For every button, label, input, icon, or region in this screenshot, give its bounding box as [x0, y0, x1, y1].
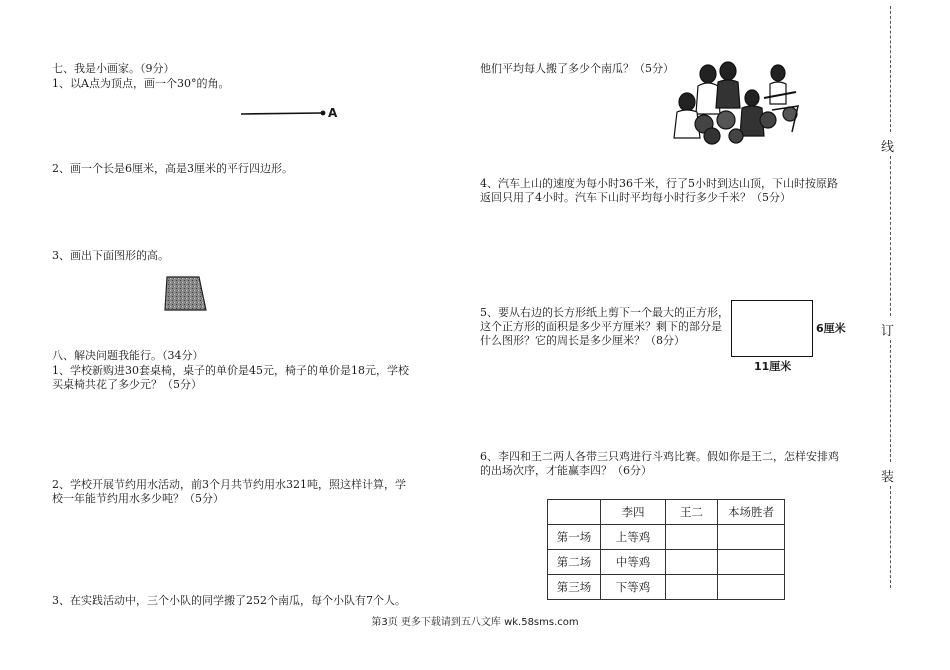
section7-q1: 1、以A点为顶点，画一个30°的角。	[52, 77, 230, 90]
table-cell: 中等鸡	[601, 550, 666, 575]
binding-dashed-line	[890, 6, 891, 132]
paper-rectangle	[731, 300, 813, 357]
q6-line2: 的出场次序，才能赢李四？（6分）	[480, 464, 652, 477]
binding-dashed-line	[890, 486, 891, 588]
margin-char-zhuang: 装	[881, 470, 895, 485]
point-a-label: A	[328, 106, 338, 120]
rect-width-label: 11厘米	[754, 360, 792, 373]
page-footer: 第3页 更多下载请到五八文库 wk.58sms.com	[371, 617, 579, 628]
q4-line2: 返回只用了4小时。汽车下山时平均每小时行多少千米？（5分）	[480, 191, 791, 204]
margin-char-xian: 线	[881, 140, 895, 155]
q5-line3: 什么图形？它的周长是多少厘米？（8分）	[480, 334, 685, 347]
ray-line	[241, 113, 322, 114]
trapezoid-figure	[162, 274, 210, 314]
q5-line1: 5、要从右边的长方形纸上剪下一个最大的正方形，	[480, 306, 729, 319]
section8-q3-line1: 3、在实践活动中，三个小队的同学搬了252个南瓜，每个小队有7个人。	[52, 594, 406, 607]
binding-dashed-line	[890, 340, 891, 462]
table-cell	[666, 550, 718, 575]
q3-line2: 他们平均每人搬了多少个南瓜？（5分）	[480, 62, 674, 75]
table-cell: 下等鸡	[601, 575, 666, 600]
section7-q3: 3、画出下面图形的高。	[52, 249, 169, 262]
section8-q1-line1: 1、学校新购进30套桌椅，桌子的单价是45元，椅子的单价是18元，学校	[52, 364, 409, 377]
section8-title: 八、解决问题我能行。（34分）	[52, 349, 204, 362]
section7-title: 七、我是小画家。（9分）	[52, 62, 175, 75]
table-cell: 第三场	[548, 575, 601, 600]
q4-line1: 4、汽车上山的速度为每小时36千米，行了5小时到达山顶，下山时按原路	[480, 177, 838, 190]
table-cell	[718, 550, 785, 575]
section8-q2-line1: 2、学校开展节约用水活动，前3个月共节约用水321吨，照这样计算，学	[52, 478, 406, 491]
table-cell: 第二场	[548, 550, 601, 575]
margin-char-ding: 订	[881, 324, 895, 339]
q5-line2: 这个正方形的面积是多少平方厘米？剩下的部分是	[480, 320, 722, 333]
table-header-cell: 李四	[601, 500, 666, 525]
table-header-cell: 王二	[666, 500, 718, 525]
section8-q2-line2: 校一年能节约用水多少吨？（5分）	[52, 492, 224, 505]
match-table	[547, 499, 785, 600]
table-row	[548, 575, 785, 600]
table-row	[548, 550, 785, 575]
table-cell: 上等鸡	[601, 525, 666, 550]
table-cell	[666, 575, 718, 600]
binding-dashed-line	[890, 156, 891, 316]
table-cell	[718, 575, 785, 600]
table-cell	[666, 525, 718, 550]
trapezoid-shape	[165, 277, 206, 310]
q6-line1: 6、李四和王二两人各带三只鸡进行斗鸡比赛。假如你是王二，怎样安排鸡	[480, 450, 839, 463]
section7-q2: 2、画一个长是6厘米，高是3厘米的平行四边形。	[52, 162, 293, 175]
table-row	[548, 525, 785, 550]
ray-figure	[238, 106, 338, 122]
vertex-point-a	[321, 111, 326, 116]
rect-height-label: 6厘米	[816, 322, 846, 335]
children-illustration	[672, 58, 806, 146]
table-header-cell	[548, 500, 601, 525]
table-cell	[718, 525, 785, 550]
section8-q1-line2: 买桌椅共花了多少元？（5分）	[52, 378, 202, 391]
table-header-cell: 本场胜者	[718, 500, 785, 525]
table-header-row	[548, 500, 785, 525]
table-cell: 第一场	[548, 525, 601, 550]
